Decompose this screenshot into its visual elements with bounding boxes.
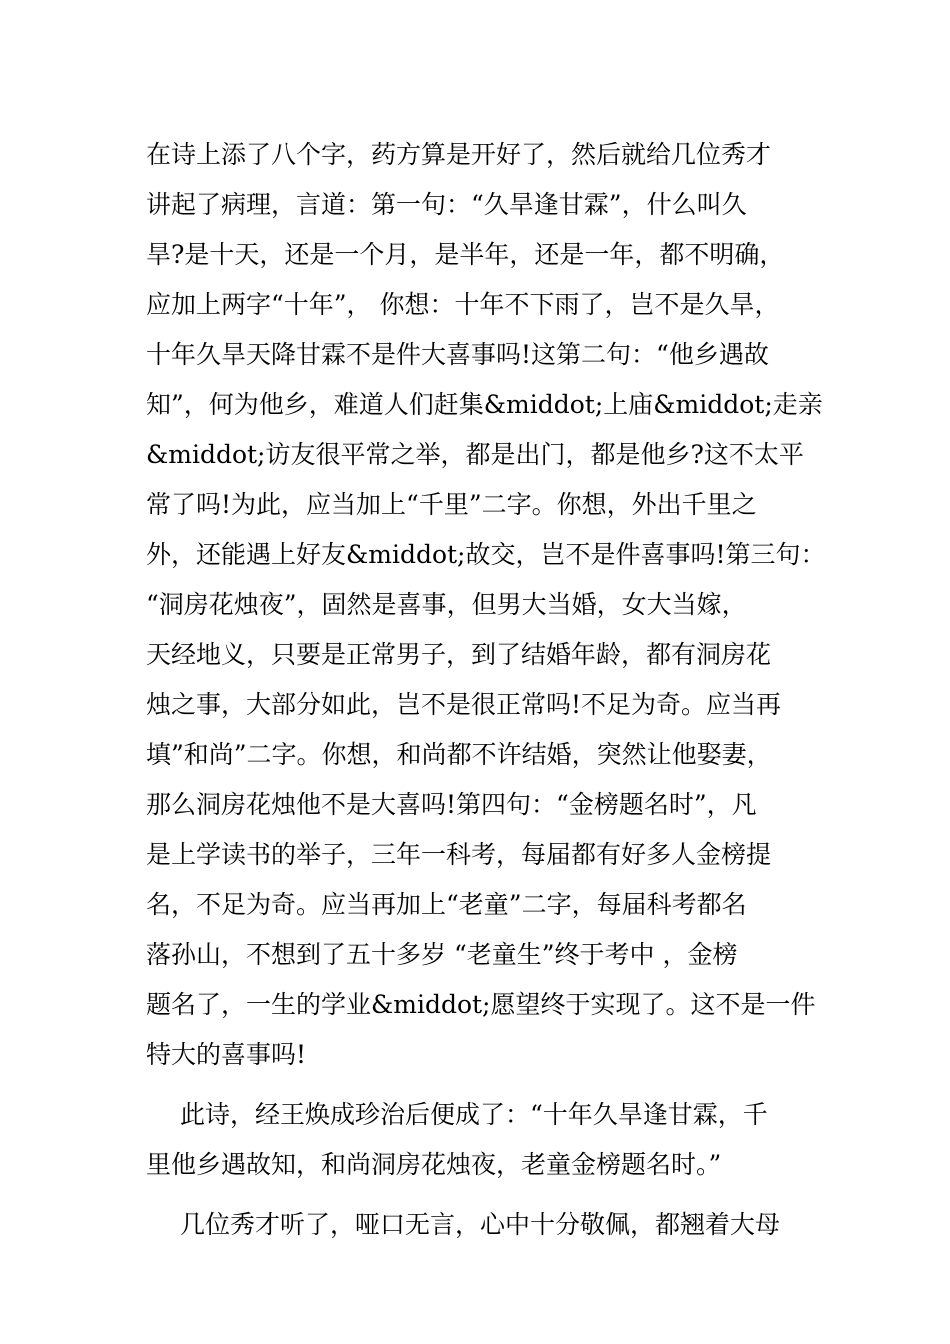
text-line-15: 是上学读书的举子，三年一科考，每届都有好多人金榜提 <box>146 840 772 869</box>
text-line-14: 那么洞房花烛他不是大喜吗!第四句：“金榜题名时”，凡 <box>146 790 757 819</box>
text-line-5: 十年久旱天降甘霖不是件大喜事吗!这第二句：“他乡遇故 <box>146 340 769 369</box>
text-line-17: 落孙山，不想到了五十多岁 “老童生”终于考中 ，金榜 <box>146 940 738 969</box>
text-line-1: 在诗上添了八个字，药方算是开好了，然后就给几位秀才 <box>146 140 772 169</box>
text-line-4: 应加上两字“十年”， 你想：十年不下雨了，岂不是久旱， <box>146 290 780 319</box>
text-line-18: 题名了，一生的学业&middot;愿望终于实现了。这不是一件 <box>146 990 816 1019</box>
body-text <box>146 130 826 1250</box>
text-line-11: 天经地义，只要是正常男子，到了结婚年龄，都有洞房花 <box>146 640 772 669</box>
text-line-10: “洞房花烛夜”，固然是喜事，但男大当婚，女大当嫁， <box>146 590 747 619</box>
text-line-8: 常了吗!为此，应当加上“千里”二字。你想，外出千里之 <box>146 490 757 519</box>
text-line-3: 旱?是十天，还是一个月，是半年，还是一年，都不明确， <box>146 240 785 269</box>
paragraph-2-line-2: 里他乡遇故知，和尚洞房花烛夜，老童金榜题名时。” <box>146 1150 722 1179</box>
text-line-12: 烛之事，大部分如此，岂不是很正常吗!不足为奇。应当再 <box>146 690 782 719</box>
paragraph-2-line-1: 此诗，经王焕成珍治后便成了：“十年久旱逢甘霖，千 <box>180 1100 768 1129</box>
text-line-2: 讲起了病理，言道：第一句：“久旱逢甘霖”，什么叫久 <box>146 190 747 219</box>
text-line-9: 外，还能遇上好友&middot;故交，岂不是件喜事吗!第三句： <box>146 540 826 569</box>
paragraph-3-line-1: 几位秀才听了，哑口无言，心中十分敬佩，都翘着大母 <box>180 1210 781 1239</box>
text-line-13: 填”和尚”二字。你想，和尚都不许结婚，突然让他娶妻， <box>146 740 772 769</box>
text-line-7: &middot;访友很平常之举，都是出门，都是他乡?这不太平 <box>146 440 804 469</box>
text-line-16: 名，不足为奇。应当再加上“老童”二字，每届科考都名 <box>146 890 747 919</box>
text-line-6: 知”，何为他乡，难道人们赶集&middot;上庙&middot;走亲 <box>146 390 823 419</box>
text-line-19: 特大的喜事吗! <box>146 1040 307 1069</box>
